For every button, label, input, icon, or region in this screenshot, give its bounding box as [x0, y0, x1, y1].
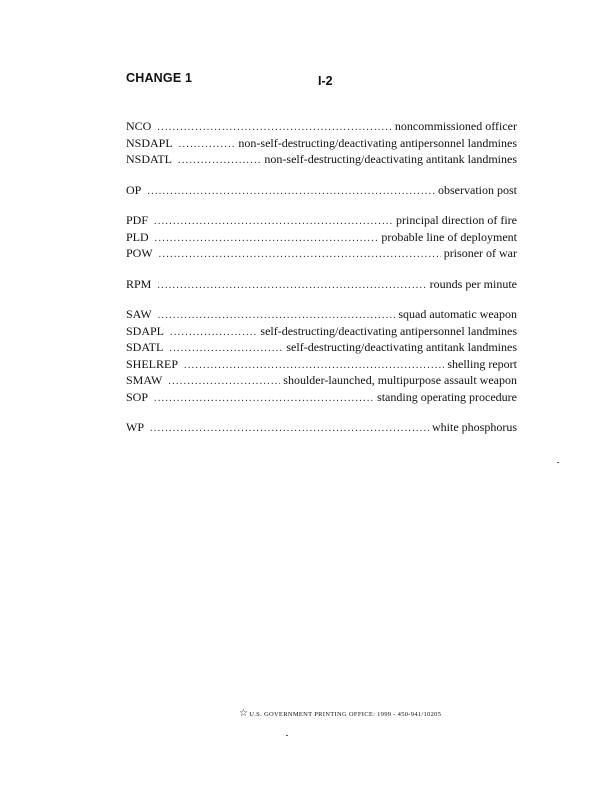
- glossary-definition: prisoner of war: [443, 246, 517, 260]
- glossary-abbreviation: POW: [126, 246, 153, 260]
- glossary-definition: shelling report: [447, 356, 517, 371]
- glossary-entry: [126, 118, 517, 135]
- star-outline-icon: ☆: [239, 708, 249, 719]
- glossary-definition: standing operating procedure: [377, 389, 517, 404]
- glossary-definition: shoulder-launched, multipurpose assault weapon: [283, 373, 517, 387]
- dot-leader: [154, 214, 393, 231]
- glossary-entry: [126, 276, 517, 293]
- glossary-entry: [126, 389, 517, 406]
- dot-leader: [155, 231, 379, 248]
- glossary-definition: white phosphorus: [432, 420, 517, 434]
- dot-leader: [168, 374, 280, 391]
- change-label: CHANGE 1: [126, 71, 193, 85]
- dot-leader: [157, 278, 426, 295]
- glossary-group-n: [126, 118, 517, 168]
- glossary-definition: non-self-destructing/deactivating antipersonnel landmines: [238, 135, 517, 150]
- page-number: I-2: [318, 74, 333, 88]
- glossary-abbreviation: NSDATL: [126, 152, 173, 166]
- dot-leader: [147, 184, 435, 201]
- glossary-abbreviation: SOP: [126, 389, 149, 404]
- dot-leader: [178, 153, 261, 170]
- scan-speck: [557, 462, 559, 463]
- dot-leader: [170, 325, 257, 342]
- glossary-abbreviation: SHELREP: [126, 356, 179, 371]
- glossary-entry: [126, 212, 517, 229]
- glossary-definition: non-self-destructing/deactivating antitank landmines: [264, 152, 517, 166]
- glossary-entry: [126, 419, 517, 436]
- glossary-entry: [126, 323, 517, 340]
- glossary-abbreviation: PLD: [126, 229, 149, 244]
- glossary-definition: probable line of deployment: [381, 229, 517, 244]
- glossary-abbreviation: NCO: [126, 119, 152, 133]
- glossary-definition: noncommissioned officer: [394, 119, 517, 133]
- dot-leader: [159, 247, 441, 264]
- glossary-definition: principal direction of fire: [396, 213, 517, 227]
- glossary-abbreviation: SDATL: [126, 340, 164, 354]
- glossary-entry: [126, 339, 517, 356]
- glossary-definition: squad automatic weapon: [398, 307, 517, 321]
- glossary-entry: [126, 151, 517, 168]
- dot-leader: [169, 341, 283, 358]
- glossary-group-r: [126, 276, 517, 293]
- glossary-group-s: [126, 306, 517, 405]
- glossary-entry: [126, 135, 517, 152]
- glossary-abbreviation: RPM: [126, 276, 152, 291]
- glossary-definition: self-destructing/deactivating antipersonnel landmines: [260, 323, 517, 338]
- glossary-group-w: [126, 419, 517, 436]
- glossary-abbreviation: SDAPL: [126, 323, 165, 338]
- glossary-abbreviation: WP: [126, 420, 144, 434]
- printing-office-footer: [239, 709, 441, 719]
- glossary-abbreviation: SMAW: [126, 373, 163, 387]
- glossary-abbreviation: OP: [126, 182, 142, 197]
- dot-leader: [179, 137, 236, 154]
- glossary-list: [126, 118, 517, 450]
- glossary-entry: [126, 356, 517, 373]
- glossary-entry: [126, 372, 517, 389]
- glossary-entry: [126, 182, 517, 199]
- glossary-group-p: [126, 212, 517, 262]
- glossary-abbreviation: SAW: [126, 307, 152, 321]
- glossary-group-o: [126, 182, 517, 199]
- footer-text: U.S. GOVERNMENT PRINTING OFFICE: 1999 - 450-941/10205: [249, 710, 442, 718]
- scan-speck: [286, 735, 288, 736]
- glossary-abbreviation: NSDAPL: [126, 135, 173, 150]
- glossary-entry: [126, 245, 517, 262]
- dot-leader: [154, 391, 374, 408]
- glossary-definition: rounds per minute: [429, 276, 517, 291]
- glossary-abbreviation: PDF: [126, 213, 149, 227]
- glossary-definition: self-destructing/deactivating antitank landmines: [286, 340, 517, 354]
- glossary-definition: observation post: [438, 182, 517, 197]
- glossary-entry: [126, 306, 517, 323]
- glossary-entry: [126, 229, 517, 246]
- dot-leader: [150, 421, 429, 438]
